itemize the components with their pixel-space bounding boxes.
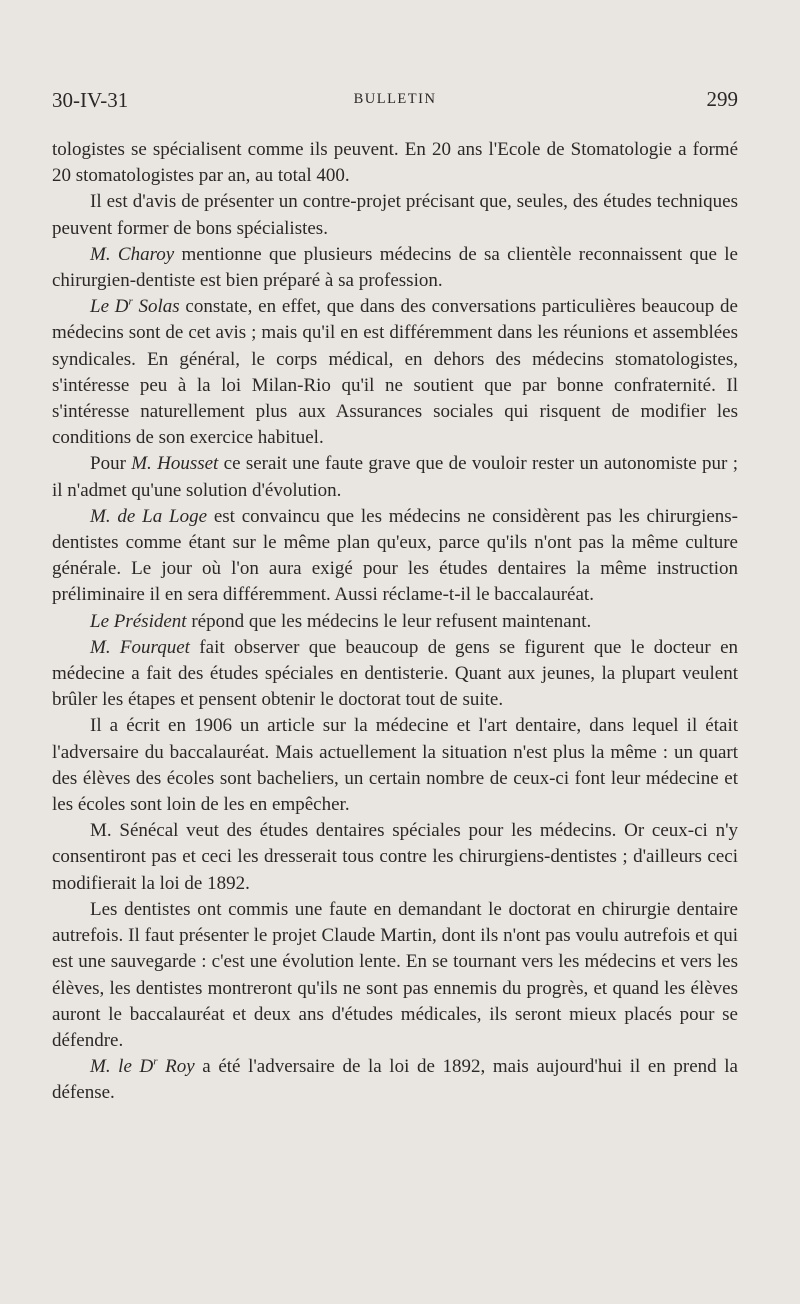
paragraph: Il est d'avis de présenter un contre-projet précisant que, seules, des études techniques peuvent former de bons spécialistes.: [52, 191, 738, 239]
paragraph: Le Président répond que les médecins le leur refusent maintenant.: [90, 610, 592, 632]
running-header: [52, 86, 738, 116]
speaker-name: Le $D^r$ Solas: [90, 295, 180, 318]
paragraph: Les dentistes ont commis une faute en demandant le doctorat en chirurgie dentaire autrefois. Il faut présenter le projet Claude Martin, dont ils n'ont pas voulu autrefois et qui est une sauvegarde : c'est une évolution lente. En se tournant vers les médecins et vers les élèves, les dentistes montreront qu'ils ne sont pas ennemis du progrès, et quand les élèves auront le baccalauréat et deux ans d'études médicales, ils seront mieux placés pour se défendre.: [52, 898, 738, 1051]
body-text: [52, 137, 738, 1107]
paragraph: M. le $D^r$ Roy a été l'adversaire de la loi de 1892, mais aujourd'hui il en prend la défense.: [52, 1055, 738, 1104]
paragraph: M. de La Loge est convaincu que les médecins ne considèrent pas les chirurgiens-dentistes comme étant sur le même plan qu'eux, parce qu'ils n'ont pas la même culture générale. Le jour où l'on aura exigé pour les études dentaires la même instruction préliminaire il en sera différemment. Aussi réclame-t-il le baccalauréat.: [52, 505, 739, 606]
speaker-name: M. Fourquet: [90, 636, 190, 658]
paragraph: Il a écrit en 1906 un article sur la médecine et l'art dentaire, dans lequel il était l'adversaire du baccalauréat. Mais actuellement la situation n'est plus la même : un quart des élèves des écoles sont bacheliers, un certain nombre de ceux-ci font leur médecine et les écoles sont loin de les en empêcher.: [52, 715, 738, 816]
speaker-name: Le Président: [90, 610, 187, 632]
page-number: 299: [706, 87, 738, 111]
speaker-name: M. Housset: [131, 453, 219, 475]
speaker-name: M. Charoy: [90, 243, 175, 265]
paragraph: M. Charoy mentionne que plusieurs médecins de sa clientèle reconnaissent que le chirurgien-dentiste est bien préparé à sa profession.: [52, 243, 738, 292]
paragraph: tologistes se spécialisent comme ils peuvent. En 20 ans l'Ecole de Stomatologie a formé 20 stomatologistes par an, au total 400.: [52, 139, 738, 187]
paragraph: M. Sénécal veut des études dentaires spéciales pour les médecins. Or ceux-ci n'y consentiront pas et ceci les dresserait tous contre les chirurgiens-dentistes ; d'ailleurs ceci modifierait la loi de 1892.: [52, 820, 738, 894]
paragraph: Pour M. Housset ce serait une faute grave que de vouloir rester un autonomiste pur ; il n'admet qu'une solution d'évolution.: [52, 453, 738, 501]
paragraph: M. Fourquet fait observer que beaucoup de gens se figurent que le docteur en médecine a fait des études spéciales en dentisterie. Quant aux jeunes, la plupart veulent brûler les étapes et pensent obtenir le doctorat tout de suite.: [52, 636, 738, 711]
header-title: BULLETIN: [353, 91, 437, 107]
speaker-name: M. le $D^r$ Roy: [90, 1055, 195, 1078]
header-date: 30-IV-31: [52, 88, 129, 112]
paragraph: Le $D^r$ Solas constate, en effet, que dans des conversations particulières beaucoup de médecins sont de cet avis ; mais qu'il en est différemment dans les réunions et assemblées syndicales. En général, le corps médical, en dehors des médecins stomatologistes, s'intéresse peu à la loi Milan-Rio qu'il ne soutient que par bonne confraternité. Il s'intéresse naturellement plus aux Assurances sociales qui risquent de modifier les conditions de son exercice habituel.: [52, 295, 738, 449]
speaker-name: M. de La Loge: [90, 505, 208, 527]
